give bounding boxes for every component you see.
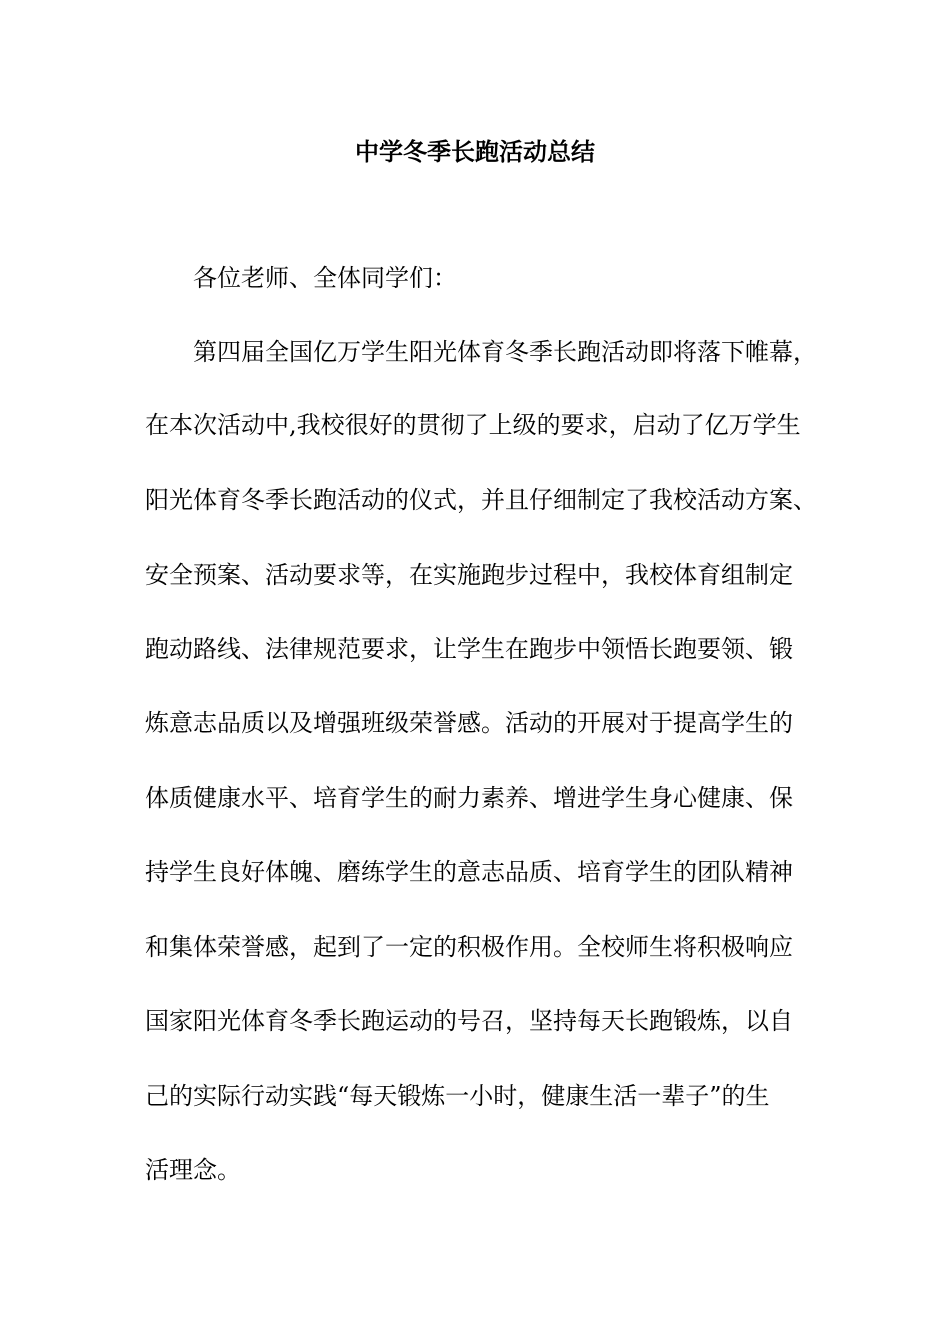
- paragraph-line: 阳光体育冬季长跑活动的仪式，并且仔细制定了我校活动方案、: [145, 486, 817, 514]
- paragraph-line: 持学生良好体魄、磨练学生的意志品质、培育学生的团队精神: [145, 858, 793, 886]
- document-title: 中学冬季长跑活动总结: [355, 137, 595, 166]
- paragraph-line: 国家阳光体育冬季长跑运动的号召，坚持每天长跑锻炼，以自: [145, 1007, 793, 1035]
- paragraph-line: 炼意志品质以及增强班级荣誉感。活动的开展对于提高学生的: [145, 709, 793, 737]
- salutation: 各位老师、全体同学们：: [193, 264, 457, 292]
- paragraph-line: 跑动路线、法律规范要求，让学生在跑步中领悟长跑要领、锻: [145, 635, 793, 663]
- paragraph-line: 安全预案、活动要求等，在实施跑步过程中，我校体育组制定: [145, 561, 793, 589]
- paragraph-line: 体质健康水平、培育学生的耐力素养、增进学生身心健康、保: [145, 784, 793, 812]
- paragraph-line: 和集体荣誉感，起到了一定的积极作用。全校师生将积极响应: [145, 933, 793, 961]
- paragraph-line: 在本次活动中,我校很好的贯彻了上级的要求，启动了亿万学生: [145, 411, 801, 439]
- paragraph-line: 第四届全国亿万学生阳光体育冬季长跑活动即将落下帷幕，: [193, 338, 817, 366]
- paragraph-line: 己的实际行动实践“每天锻炼一小时，健康生活一辈子”的生: [145, 1082, 770, 1110]
- paragraph-line: 活理念。: [145, 1156, 241, 1184]
